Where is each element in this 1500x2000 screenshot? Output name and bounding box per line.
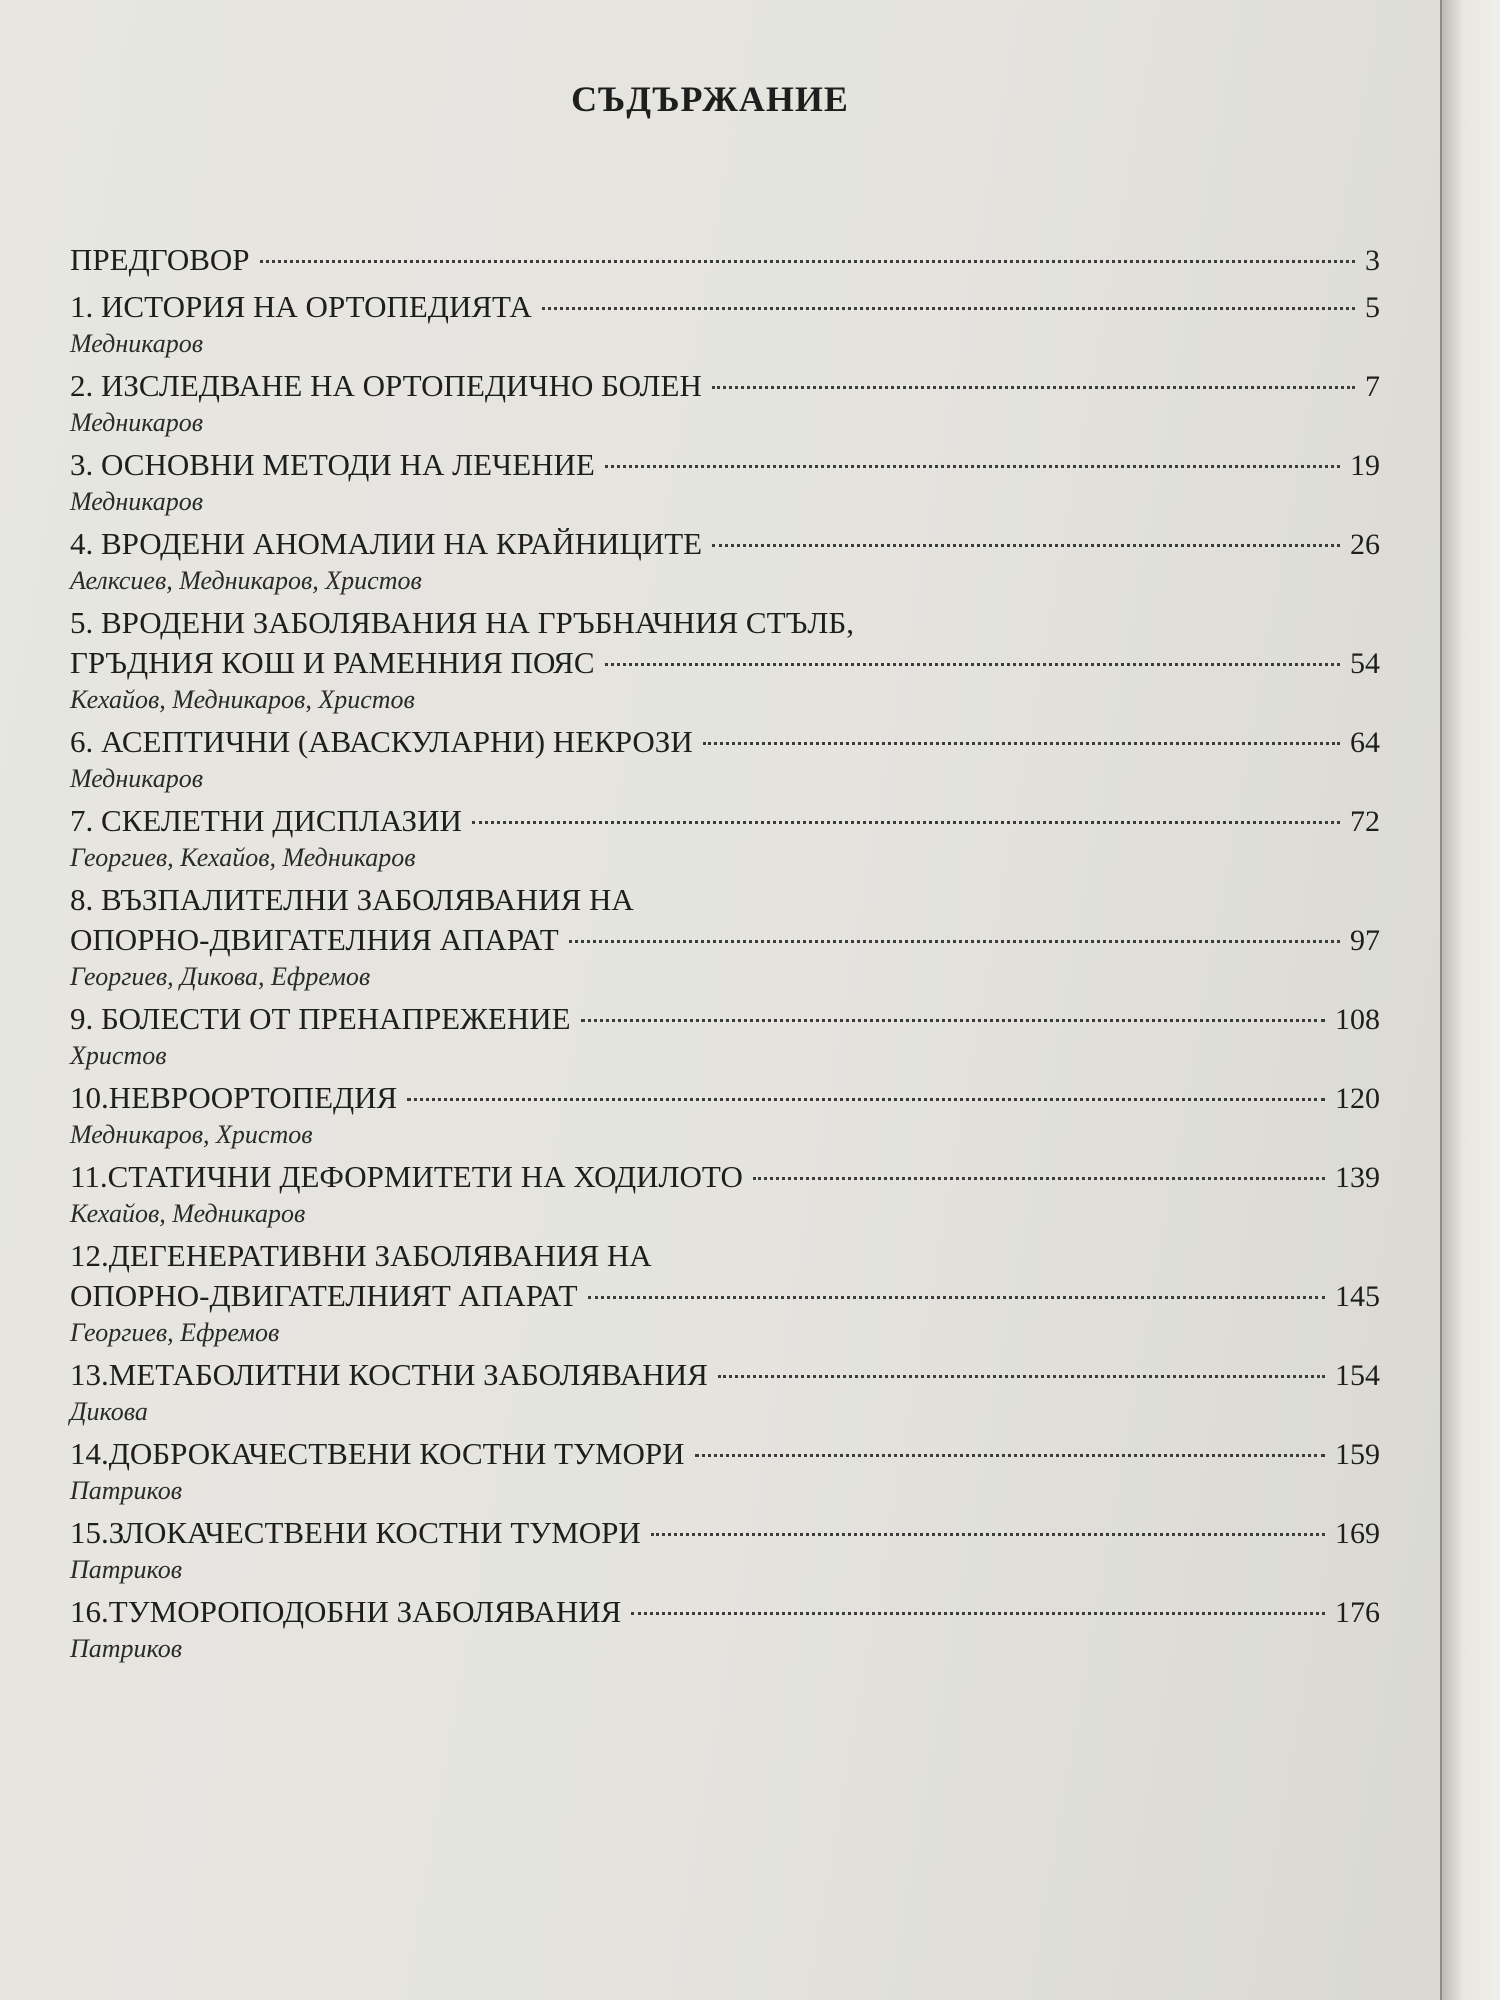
toc-entry-line — [70, 1355, 1380, 1396]
toc-entry — [70, 524, 1380, 597]
toc-entry-authors: Аелксиев, Медникаров, Христов — [70, 566, 422, 595]
dot-leader — [588, 1296, 1325, 1299]
toc-entry-authors: Георгиев, Дикова, Ефремов — [70, 962, 371, 991]
toc-entry-page-number: 108 — [1335, 1003, 1380, 1036]
toc-entry-line — [70, 366, 1380, 407]
toc-entry-authors: Медникаров, Христов — [70, 1120, 313, 1149]
toc-entry-page-number: 154 — [1335, 1359, 1380, 1392]
toc-entry-line — [70, 287, 1380, 328]
dot-leader — [407, 1098, 1325, 1101]
toc-entry-title: 1. ИСТОРИЯ НА ОРТОПЕДИЯТА — [70, 289, 532, 324]
toc-entry-authors: Георгиев, Кехайов, Медникаров — [70, 843, 416, 872]
dot-leader — [605, 663, 1340, 666]
toc-entry — [70, 366, 1380, 439]
toc-entry-title: 2. ИЗСЛЕДВАНЕ НА ОРТОПЕДИЧНО БОЛЕН — [70, 368, 702, 403]
dot-leader — [712, 544, 1340, 547]
dot-leader — [753, 1177, 1325, 1180]
toc-entry — [70, 1513, 1380, 1586]
dot-leader — [581, 1019, 1325, 1022]
toc-entry-authors: Кехайов, Медникаров, Христов — [70, 685, 415, 714]
adjacent-page-edge — [1440, 0, 1500, 2000]
toc-entry-title: 8. ВЪЗПАЛИТЕЛНИ ЗАБОЛЯВАНИЯ НА — [70, 882, 634, 917]
toc-entry-title: 3. ОСНОВНИ МЕТОДИ НА ЛЕЧЕНИЕ — [70, 447, 595, 482]
toc-entry-authors: Христов — [70, 1041, 167, 1070]
toc-entry-authors: Патриков — [70, 1476, 183, 1505]
toc-entry-line — [70, 999, 1380, 1040]
toc-entry — [70, 1236, 1380, 1349]
toc-entry — [70, 1157, 1380, 1230]
toc-entry-line — [70, 1157, 1380, 1198]
toc-entry-authors: Кехайов, Медникаров — [70, 1199, 306, 1228]
toc-entry-title-continued: ОПОРНО-ДВИГАТЕЛНИЯ АПАРАТ — [70, 922, 559, 957]
toc-entry — [70, 999, 1380, 1072]
toc-entry-authors: Патриков — [70, 1555, 183, 1584]
toc-entry-title: 7. СКЕЛЕТНИ ДИСПЛАЗИИ — [70, 803, 462, 838]
toc-entry — [70, 1434, 1380, 1507]
toc-entry — [70, 1592, 1380, 1665]
toc-entry-line — [70, 801, 1380, 842]
toc-entry-page-number: 54 — [1350, 647, 1380, 680]
dot-leader — [260, 260, 1355, 263]
toc-entry — [70, 445, 1380, 518]
toc-entry-title: 4. ВРОДЕНИ АНОМАЛИИ НА КРАЙНИЦИТЕ — [70, 526, 703, 561]
toc-entry-line — [70, 722, 1380, 763]
toc-entry-page-number: 159 — [1335, 1438, 1380, 1471]
toc-entry-title: 11.СТАТИЧНИ ДЕФОРМИТЕТИ НА ХОДИЛОТО — [70, 1159, 743, 1194]
toc-entry-page-number: 19 — [1350, 449, 1380, 482]
toc-entry-page-number: 97 — [1350, 924, 1380, 957]
toc-entry-line — [70, 1434, 1380, 1475]
dot-leader — [472, 821, 1340, 824]
toc-entry-page-number: 26 — [1350, 528, 1380, 561]
dot-leader — [718, 1375, 1325, 1378]
toc-entry-line — [70, 524, 1380, 565]
toc-entry-page-number: 145 — [1335, 1280, 1380, 1313]
toc-entry-title: 13.МЕТАБОЛИТНИ КОСТНИ ЗАБОЛЯВАНИЯ — [70, 1357, 708, 1392]
toc-entry-line — [70, 1513, 1380, 1554]
dot-leader — [542, 307, 1355, 310]
toc-entry — [70, 801, 1380, 874]
toc-entry-authors: Патриков — [70, 1634, 183, 1663]
dot-leader — [605, 465, 1340, 468]
toc-entry-line — [70, 1078, 1380, 1119]
table-of-contents — [70, 240, 1380, 1671]
toc-entry-line — [70, 1276, 1380, 1317]
dot-leader — [695, 1454, 1325, 1457]
toc-entry-page-number: 5 — [1365, 291, 1380, 324]
toc-entry — [70, 603, 1380, 716]
toc-entry-page-number: 169 — [1335, 1517, 1380, 1550]
toc-entry-line — [70, 920, 1380, 961]
dot-leader — [712, 386, 1355, 389]
toc-entry-authors: Медникаров — [70, 764, 204, 793]
toc-entry-title: 16.ТУМОРОПОДОБНИ ЗАБОЛЯВАНИЯ — [70, 1594, 622, 1629]
toc-entry-line — [70, 445, 1380, 486]
toc-entry-authors: Георгиев, Ефремов — [70, 1318, 280, 1347]
toc-entry-title: 6. АСЕПТИЧНИ (АВАСКУЛАРНИ) НЕКРОЗИ — [70, 724, 693, 759]
toc-entry-page-number: 176 — [1335, 1596, 1380, 1629]
toc-entry-page-number: 139 — [1335, 1161, 1380, 1194]
toc-entry-title: ПРЕДГОВОР — [70, 242, 250, 277]
toc-entry — [70, 722, 1380, 795]
toc-entry-title: 5. ВРОДЕНИ ЗАБОЛЯВАНИЯ НА ГРЪБНАЧНИЯ СТЪЛБ, — [70, 605, 854, 640]
dot-leader — [631, 1612, 1325, 1615]
dot-leader — [651, 1533, 1325, 1536]
toc-entry-title: 10.НЕВРООРТОПЕДИЯ — [70, 1080, 398, 1115]
toc-entry — [70, 1078, 1380, 1151]
toc-entry-page-number: 120 — [1335, 1082, 1380, 1115]
toc-entry-authors: Медникаров — [70, 487, 204, 516]
toc-entry-title-continued: ОПОРНО-ДВИГАТЕЛНИЯТ АПАРАТ — [70, 1278, 578, 1313]
toc-entry-line — [70, 240, 1380, 281]
page-title: СЪДЪРЖАНИЕ — [571, 79, 849, 119]
toc-entry — [70, 1355, 1380, 1428]
toc-entry-page-number: 7 — [1365, 370, 1380, 403]
toc-entry-authors: Дикова — [70, 1397, 148, 1426]
toc-entry-title: 9. БОЛЕСТИ ОТ ПРЕНАПРЕЖЕНИЕ — [70, 1001, 571, 1036]
toc-entry-page-number: 72 — [1350, 805, 1380, 838]
toc-entry-line — [70, 1592, 1380, 1633]
dot-leader — [569, 940, 1340, 943]
toc-entry — [70, 880, 1380, 993]
toc-entry-line — [70, 643, 1380, 684]
toc-entry — [70, 287, 1380, 360]
toc-entry-title: 14.ДОБРОКАЧЕСТВЕНИ КОСТНИ ТУМОРИ — [70, 1436, 685, 1471]
toc-entry-title: 15.ЗЛОКАЧЕСТВЕНИ КОСТНИ ТУМОРИ — [70, 1515, 641, 1550]
toc-entry — [70, 240, 1380, 281]
toc-entry-authors: Медникаров — [70, 408, 204, 437]
toc-entry-title: 12.ДЕГЕНЕРАТИВНИ ЗАБОЛЯВАНИЯ НА — [70, 1238, 652, 1273]
toc-entry-title-continued: ГРЪДНИЯ КОШ И РАМЕННИЯ ПОЯС — [70, 645, 595, 680]
toc-entry-page-number: 3 — [1365, 244, 1380, 277]
dot-leader — [703, 742, 1340, 745]
toc-entry-authors: Медникаров — [70, 329, 204, 358]
toc-entry-page-number: 64 — [1350, 726, 1380, 759]
